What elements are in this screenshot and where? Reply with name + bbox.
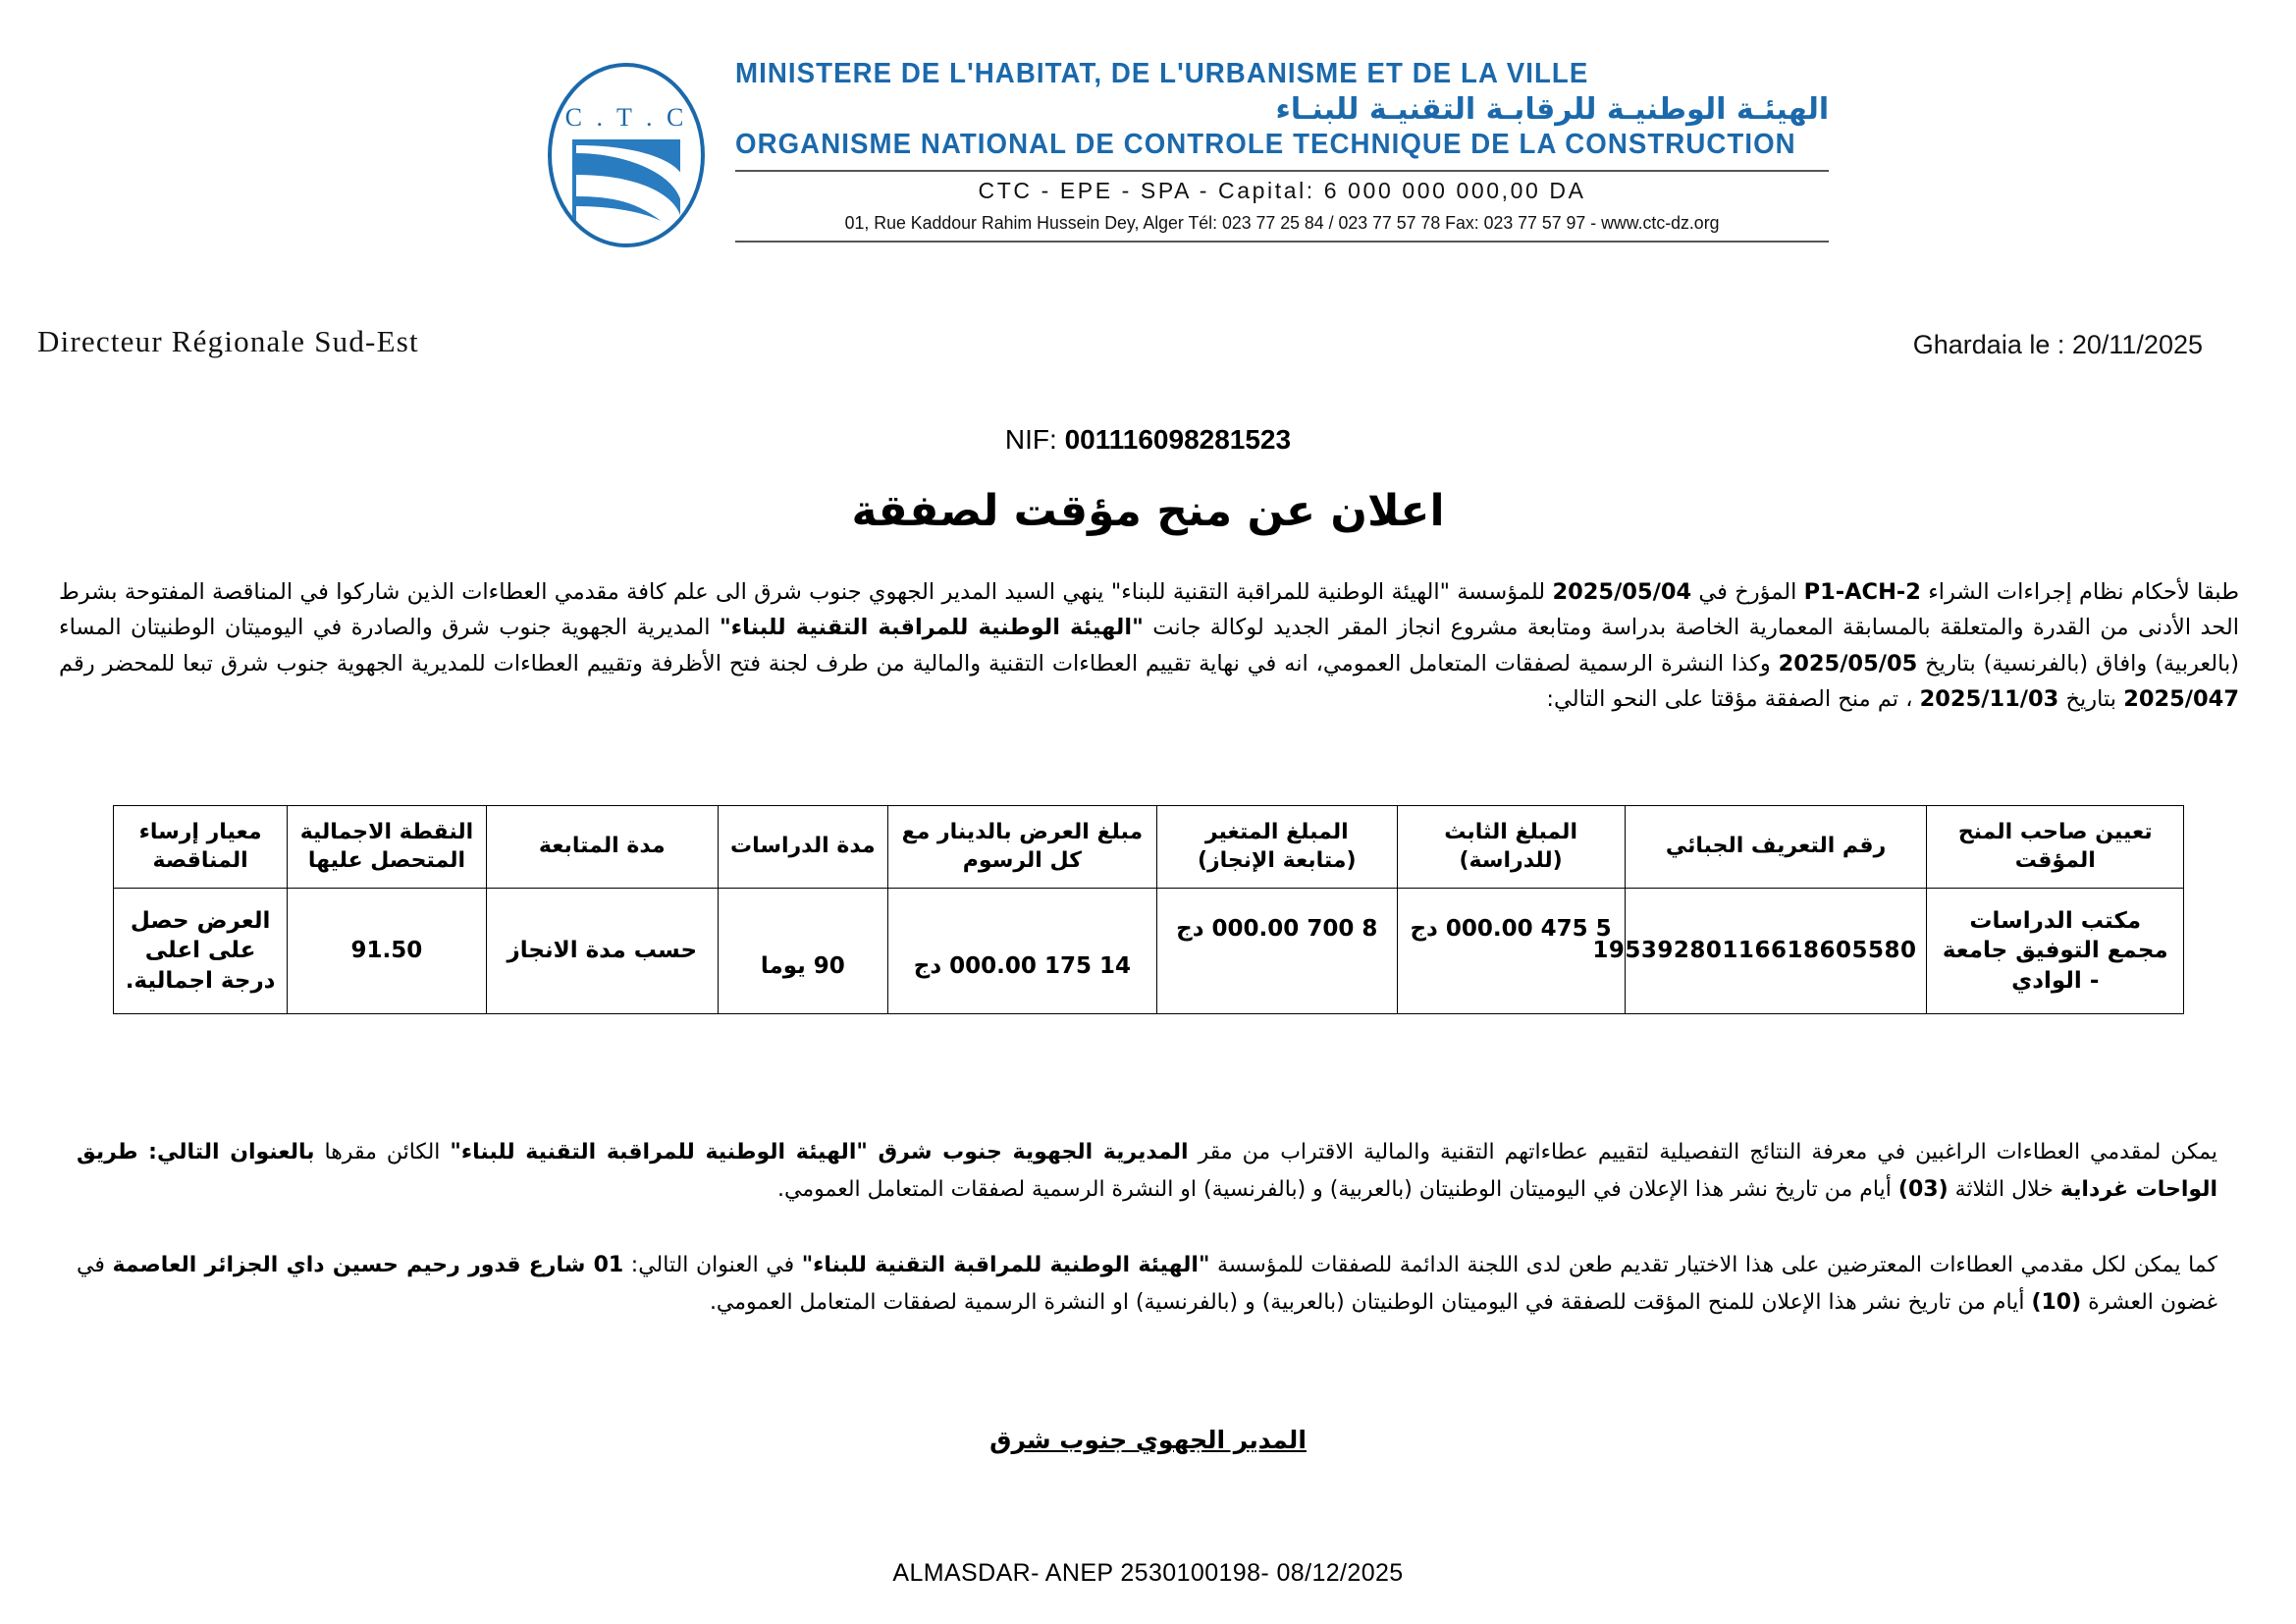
organization-line-ar: الهيئـة الوطنيـة للرقابـة التقنيـة للبنـاء: [1275, 91, 1830, 127]
address-line: 01, Rue Kaddour Rahim Hussein Dey, Alger Tél: 023 77 25 84 / 023 77 57 78 Fax: 023 77 57 97 - www.ctc-dz.org: [844, 212, 1720, 234]
city-date: Ghardaia le : 20/11/2025: [1912, 330, 2203, 359]
results-access-paragraph: يمكن لمقدمي العطاءات الراغبين في معرفة النتائج التفصيلية لتقييم عطاءاتهم التقنية والمالية الاقتراب من مقر المديرية الجهوية جنوب شرق "الهيئة الوطنية للمراقبة التقنية للبناء" الكائن مقرها بالعنوان التالي: طريق الواحات غرداية خلال الثلاثة (03) أيام من تاريخ نشر هذا الإعلان في اليوميتان الوطنيتان (بالعربية) و (بالفرنسية) او النشرة الرسمية لصفقات المتعامل العمومي.: [77, 1140, 2218, 1202]
cell-study-duration: [718, 889, 887, 1014]
letterhead: [530, 57, 1830, 253]
table-row: [114, 889, 2184, 1014]
cell-total-score: 91.50: [288, 889, 486, 1014]
table-header-row: [114, 806, 2184, 889]
cell-fixed-amount-value: 5 475 000.00 دج: [1410, 916, 1612, 943]
cell-study-duration-value: 90 يوما: [760, 953, 845, 980]
cell-owner: مكتب الدراسات مجمع التوفيق جامعة - الوادي: [1927, 889, 2184, 1014]
cell-follow-duration: حسب مدة الانجاز: [486, 889, 718, 1014]
ctc-logo: [530, 57, 721, 253]
award-table-wrapper: [113, 805, 2184, 1014]
header-follow-duration: مدة المتابعة: [486, 806, 718, 889]
header-variable-amount: المبلغ المتغير (متابعة الإنجاز): [1156, 806, 1397, 889]
nif-value: 001116098281523: [1064, 424, 1292, 455]
header-offer-amount: مبلغ العرض بالدينار مع كل الرسوم: [887, 806, 1156, 889]
ministry-line-fr: MINISTERE DE L'HABITAT, DE L'URBANISME ET DE LA VILLE: [735, 58, 1589, 89]
director-title: Directeur Régionale Sud-Est: [37, 324, 419, 358]
award-table: [113, 805, 2184, 1014]
letterhead-divider-bottom: [735, 241, 1829, 243]
capital-line: CTC - EPE - SPA - Capital: 6 000 000 000,00 DA: [978, 178, 1586, 204]
cell-tax-id: 19539280116618605580: [1625, 889, 1927, 1014]
svg-text:C . T . C: C . T . C: [564, 103, 687, 132]
nif-label: NIF:: [1004, 424, 1065, 455]
page-title: اعلان عن منح مؤقت لصفقة: [851, 486, 1445, 536]
letterhead-divider-top: [735, 170, 1829, 172]
cell-offer-amount-value: 14 175 000.00 دج: [913, 953, 1131, 980]
cell-variable-amount-value: 8 700 000.00 دج: [1176, 916, 1378, 943]
signature-block: [0, 1426, 2296, 1454]
header-award-criterion: معيار إرساء المناقصة: [114, 806, 288, 889]
anep-footer: ALMASDAR- ANEP 2530100198- 08/12/2025: [892, 1559, 1404, 1587]
header-owner: تعيين صاحب المنح المؤقت: [1927, 806, 2184, 889]
cell-fixed-amount: [1397, 889, 1625, 1014]
letterhead-text: [721, 57, 1829, 243]
cell-variable-amount: [1156, 889, 1397, 1014]
cell-award-criterion: العرض حصل على اعلى درجة اجمالية.: [114, 889, 288, 1014]
header-total-score: النقطة الاجمالية المتحصل عليها: [288, 806, 486, 889]
intro-paragraph: طبقا لأحكام نظام إجراءات الشراء P1-ACH-2 المؤرخ في 2025/05/04 للمؤسسة "الهيئة الوطنية للمراقبة التقنية للبناء" ينهي السيد المدير الجهوي جنوب شرق الى علم كافة مقدمي العطاءات الذين شاركوا في المناقصة المفتوحة بشرط الحد الأدنى من القدرة والمتعلقة بالمسابقة المعمارية الخاصة بدراسة ومتابعة مشروع انجاز المقر الجديد لوكالة جانت "الهيئة الوطنية للمراقبة التقنية للبناء" المديرية الجهوية جنوب شرق والصادرة في اليوميتان الوطنيتان المساء (بالعربية) وافاق (بالفرنسية) بتاريخ 2025/05/05 وكذا النشرة الرسمية لصفقات المتعامل العمومي، انه في نهاية تقييم العطاءات التقنية والمالية من طرف لجنة فتح الأظرفة وتقييم العطاءات للمديرية الجهوية جنوب شرق تبعا للمحضر رقم 2025/047 بتاريخ 2025/11/03 ، تم منح الصفقة مؤقتا على النحو التالي:: [59, 579, 2240, 713]
signature-title: المدير الجهوي جنوب شرق: [989, 1426, 1307, 1454]
nif-line: [0, 424, 2296, 456]
appeal-paragraph: كما يمكن لكل مقدمي العطاءات المعترضين على هذا الاختيار تقديم طعن لدى اللجنة الدائمة للصفقات للمؤسسة "الهيئة الوطنية للمراقبة التقنية للبناء" في العنوان التالي: 01 شارع قدور رحيم حسين داي الجزائر العاصمة في غضون العشرة (10) أيام من تاريخ نشر هذا الإعلان للمنح المؤقت للصفقة في اليوميتان الوطنيتان (بالعربية) و (بالفرنسية) او النشرة الرسمية لصفقات المتعامل العمومي.: [77, 1253, 2217, 1315]
header-fixed-amount: المبلغ الثابث (للدراسة): [1397, 806, 1625, 889]
cell-offer-amount: [887, 889, 1156, 1014]
organization-line-fr: ORGANISME NATIONAL DE CONTROLE TECHNIQUE DE LA CONSTRUCTION: [735, 129, 1796, 161]
header-study-duration: مدة الدراسات: [718, 806, 887, 889]
header-tax-id: رقم التعريف الجبائي: [1625, 806, 1927, 889]
